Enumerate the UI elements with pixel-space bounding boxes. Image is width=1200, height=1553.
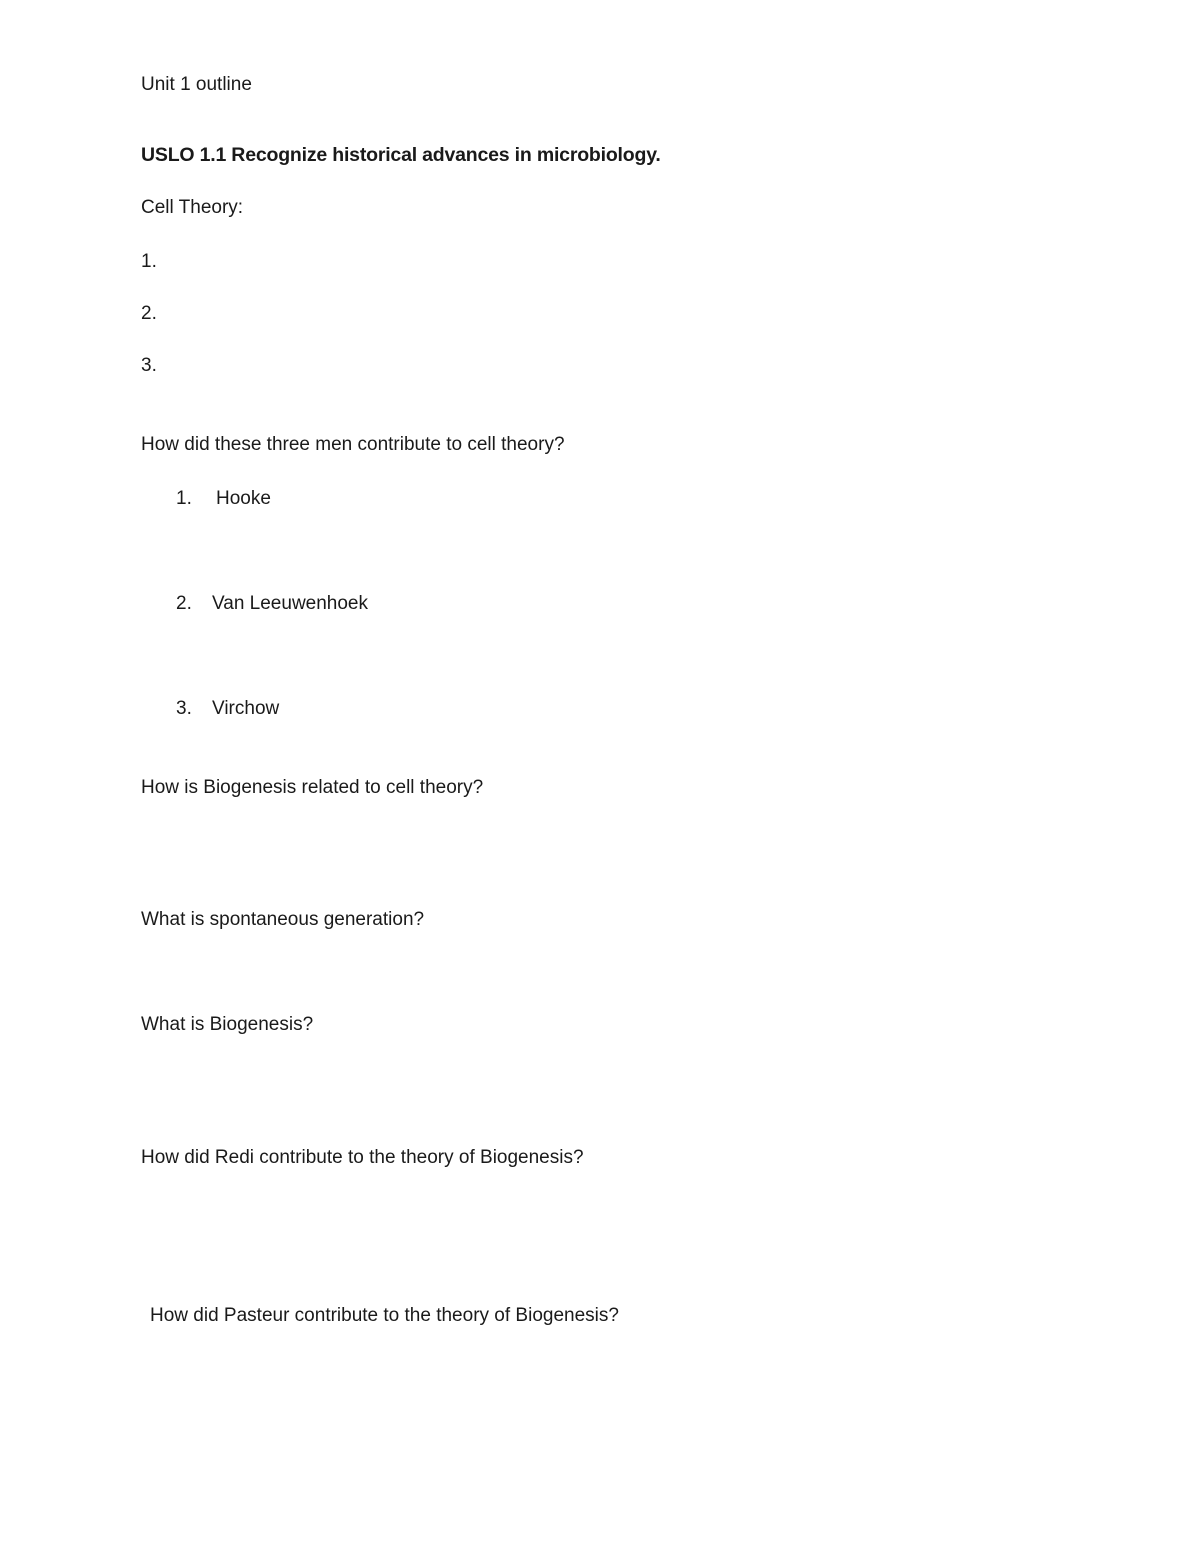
question-biogenesis-related: How is Biogenesis related to cell theory? (141, 777, 484, 798)
cell-theory-label: Cell Theory: (141, 197, 244, 218)
scientist-name: Hooke (216, 488, 271, 509)
question-spontaneous-generation: What is spontaneous generation? (141, 909, 425, 930)
scientist-item-hooke (176, 487, 271, 511)
question-redi: How did Redi contribute to the theory of Biogenesis? (141, 1147, 584, 1168)
document-title: Unit 1 outline (141, 74, 252, 95)
question-biogenesis: What is Biogenesis? (141, 1014, 314, 1035)
scientist-number: 2. (176, 593, 192, 614)
scientist-number: 3. (176, 698, 192, 719)
scientist-name: Van Leeuwenhoek (212, 593, 368, 614)
cell-theory-item-1: 1. (141, 251, 157, 272)
cell-theory-item-3: 3. (141, 355, 157, 376)
cell-theory-item-2: 2. (141, 303, 157, 324)
scientist-item-van-leeuwenhoek (176, 592, 368, 616)
question-three-men: How did these three men contribute to cell theory? (141, 434, 565, 455)
scientist-number: 1. (176, 488, 192, 509)
question-pasteur: How did Pasteur contribute to the theory of Biogenesis? (150, 1305, 619, 1326)
scientist-item-virchow (176, 697, 279, 721)
scientist-name: Virchow (212, 698, 280, 719)
uslo-heading: USLO 1.1 Recognize historical advances in microbiology. (141, 144, 661, 166)
